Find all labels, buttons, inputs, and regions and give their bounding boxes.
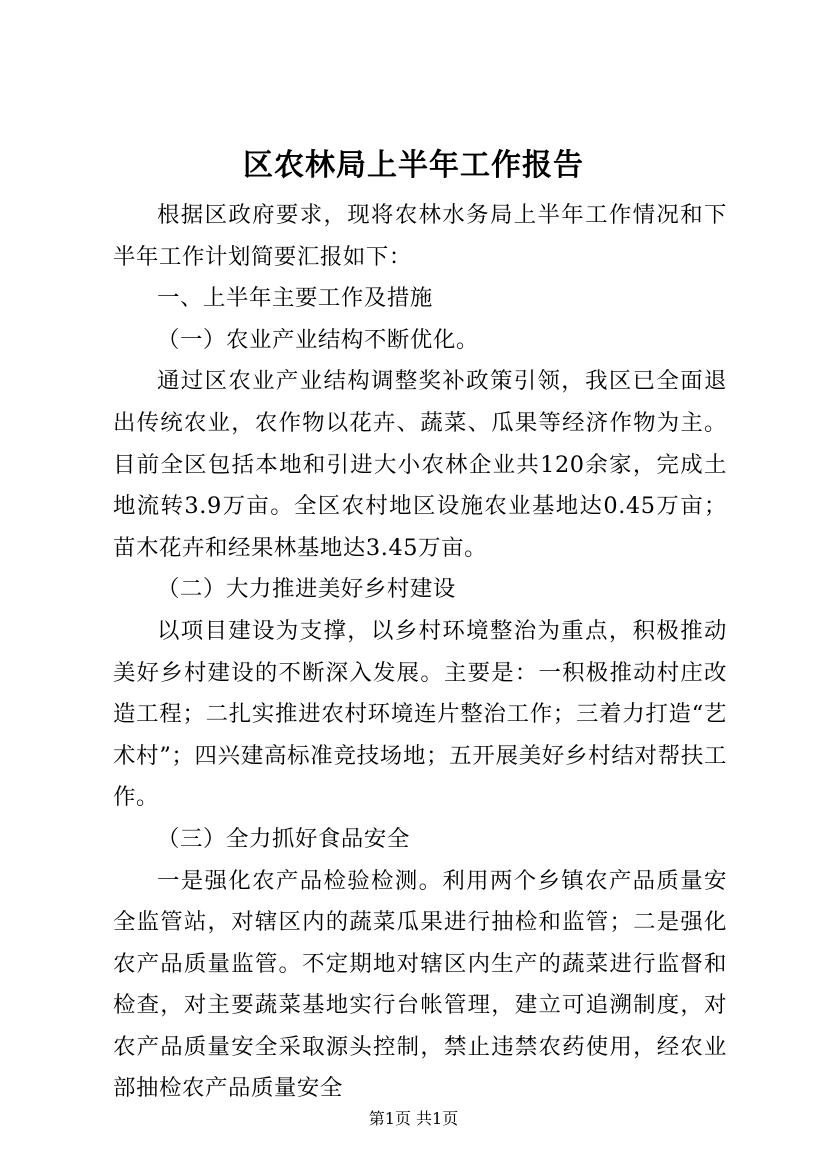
subsection-heading-2: （二）大力推进美好乡村建设 [157, 576, 456, 603]
document-body [113, 195, 727, 1110]
body-paragraph-1: 通过区农业产业结构调整奖补政策引领，我区已全面退出传统农业，农作物以花卉、蔬菜、瓜果等经济作物为主。目前全区包括本地和引进大小农林企业共120余家，完成土地流转3.9万亩。全区农村地区设施农业基地达0.45万亩；苗木花卉和经果林基地达3.45万亩。 [113, 368, 727, 561]
subsection-heading-1: （一）农业产业结构不断优化。 [157, 326, 479, 353]
page-footer: 第1页 共1页 [368, 1109, 459, 1128]
document-title: 区农林局上半年工作报告 [243, 148, 584, 183]
section-heading-1: 一、上半年主要工作及措施 [157, 285, 433, 312]
body-paragraph-2: 以项目建设为支撑，以乡村环境整治为重点，积极推动美好乡村建设的不断深入发展。主要是：一积极推动村庄改造工程；二扎实推进农村环境连片整治工作；三着力打造“艺术村”；四兴建高标准竞技场地；五开展美好乡村结对帮扶工作。 [113, 617, 727, 811]
intro-paragraph: 根据区政府要求，现将农林水务局上半年工作情况和下半年工作计划简要汇报如下： [113, 202, 727, 270]
body-paragraph-3: 一是强化农产品检验检测。利用两个乡镇农产品质量安全监管站，对辖区内的蔬菜瓜果进行抽检和监管；二是强化农产品质量监管。不定期地对辖区内生产的蔬菜进行监督和检查，对主要蔬菜基地实行台帐管理，建立可追溯制度，对农产品质量安全采取源头控制，禁止违禁农药使用，经农业部抽检农产品质量安全 [113, 867, 727, 1102]
subsection-heading-3: （三）全力抓好食品安全 [157, 825, 410, 852]
